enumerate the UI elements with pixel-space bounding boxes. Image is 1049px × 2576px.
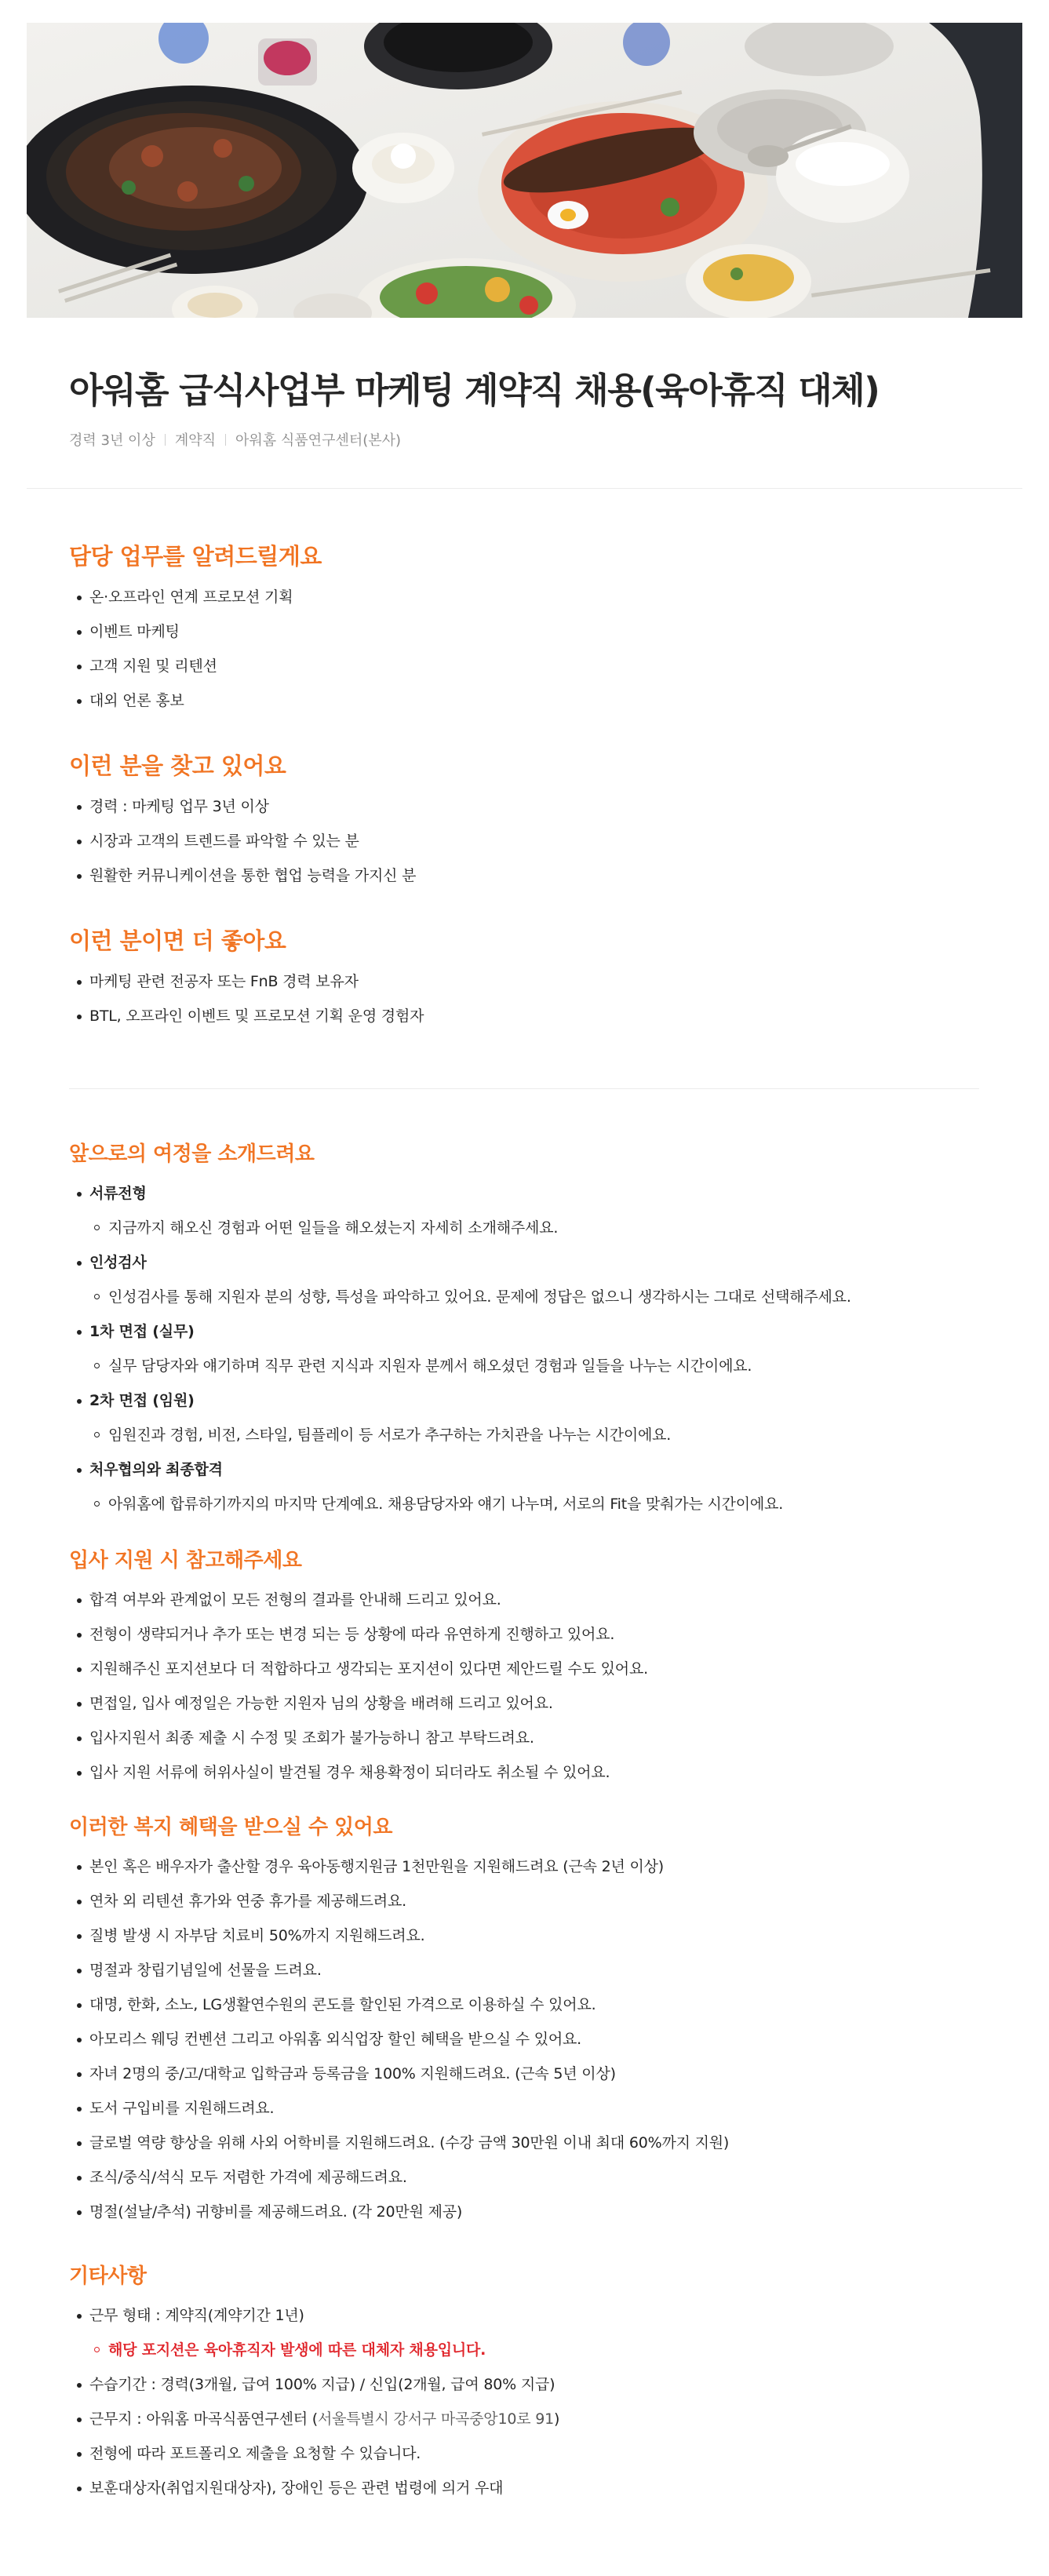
list-item: 입사지원서 최종 제출 시 수정 및 조회가 불가능하니 참고 부탁드려요. [69,1728,979,1748]
notes-title: 입사 지원 시 참고해주세요 [69,1549,302,1572]
duties-section [69,541,979,711]
meta-location: 아워홈 식품연구센터(본사) [235,432,402,449]
list-item: 조식/중식/석식 모두 저렴한 가격에 제공해드려요. [69,2167,979,2188]
process-stage [69,1252,979,1307]
list-item: 글로벌 역량 향상을 위해 사외 어학비를 지원해드려요. (수강 금액 30만원 이내 최대 60%까지 지원) [69,2133,979,2153]
list-item: 마케팅 관련 전공자 또는 FnB 경력 보유자 [69,971,979,992]
preferred-list [69,971,979,1026]
stage-desc: 임원진과 경험, 비전, 스타일, 팀플레이 등 서로가 추구하는 가치관을 나누는 시간이에요. [89,1425,979,1445]
stage-desc: 지금까지 해오신 경험과 어떤 일들을 해오셨는지 자세히 소개해주세요. [89,1218,979,1238]
employment-type: 근무 형태 : 계약직(계약기간 1년) [89,2307,304,2324]
etc-title: 기타사항 [69,2264,147,2288]
stage-name: 1차 면접 (실무) [89,1323,195,1340]
duties-title: 담당 업무를 알려드릴게요 [69,543,322,570]
stage-name: 2차 면접 (임원) [89,1392,195,1409]
list-item: 원활한 커뮤니케이션을 통한 협업 능력을 가지신 분 [69,865,979,886]
list-item: 전형에 따라 포트폴리오 제출을 요청할 수 있습니다. [69,2443,979,2464]
location-close: ) [554,2410,560,2428]
process-list [69,1183,979,1514]
stage-desc: 아워홈에 합류하기까지의 마지막 단계예요. 채용담당자와 얘기 나누며, 서로의 Fit을 맞춰가는 시간이에요. [89,1494,979,1514]
process-stage [69,1459,979,1514]
benefits-list [69,1856,979,2222]
meta-employment-type: 계약직 [174,432,217,449]
benefits-section [69,1814,979,2222]
list-item: 자녀 2명의 중/고/대학교 입학금과 등록금을 100% 지원해드려요. (근속 5년 이상) [69,2064,979,2084]
list-item: 시장과 고객의 트렌드를 파악할 수 있는 분 [69,831,979,851]
stage-desc: 실무 담당자와 얘기하며 직무 관련 지식과 지원자 분께서 해오셨던 경험과 일들을 나누는 시간이에요. [89,1356,979,1376]
employment-note: 해당 포지션은 육아휴직자 발생에 따른 대체자 채용입니다. [89,2340,979,2360]
list-item: BTL, 오프라인 이벤트 및 프로모션 기획 운영 경험자 [69,1006,979,1026]
job-meta [69,429,979,450]
list-item: 이벤트 마케팅 [69,621,979,642]
process-stage [69,1390,979,1445]
preferred-section [69,926,979,1026]
list-item: 합격 여부와 관계없이 모든 전형의 결과를 안내해 드리고 있어요. [69,1590,979,1610]
meta-divider [225,434,226,446]
list-item: 입사 지원 서류에 허위사실이 발견될 경우 채용확정이 되더라도 취소될 수 있어요. [69,1762,979,1783]
list-item: 보훈대상자(취업지원대상자), 장애인 등은 관련 법령에 의거 우대 [69,2478,979,2498]
stage-desc: 인성검사를 통해 지원자 분의 성향, 특성을 파악하고 있어요. 문제에 정답은 없으니 생각하시는 그대로 선택해주세요. [89,1287,979,1307]
process-title: 앞으로의 여정을 소개드려요 [69,1142,315,1166]
list-item: 경력 : 마케팅 업무 3년 이상 [69,796,979,817]
list-item: 지원해주신 포지션보다 더 적합하다고 생각되는 포지션이 있다면 제안드릴 수도 있어요. [69,1659,979,1679]
section-divider [69,1088,979,1089]
list-item: 면접일, 입사 예정일은 가능한 지원자 님의 상황을 배려해 드리고 있어요. [69,1693,979,1714]
list-item: 아모리스 웨딩 컨벤션 그리고 아워홈 외식업장 할인 혜택을 받으실 수 있어요. [69,2029,979,2050]
process-stage [69,1321,979,1376]
list-item: 대명, 한화, 소노, LG생활연수원의 콘도를 할인된 가격으로 이용하실 수 있어요. [69,1995,979,2015]
requirements-title: 이런 분을 찾고 있어요 [69,752,286,779]
list-item: 수습기간 : 경력(3개월, 급여 100% 지급) / 신입(2개월, 급여 80% 지급) [69,2374,979,2395]
list-item: 명절(설날/추석) 귀향비를 제공해드려요. (각 20만원 제공) [69,2202,979,2222]
notes-section [69,1547,979,1783]
requirements-list [69,796,979,886]
list-item: 질병 발생 시 자부담 치료비 50%까지 지원해드려요. [69,1926,979,1946]
etc-section [69,2263,979,2498]
requirements-section [69,751,979,886]
stage-name: 처우협의와 최종합격 [89,1461,223,1478]
list-item: 대외 언론 홍보 [69,690,979,711]
duties-list [69,587,979,711]
stage-name: 서류전형 [89,1185,147,1202]
benefits-title: 이러한 복지 혜택을 받으실 수 있어요 [69,1816,392,1839]
notes-list [69,1590,979,1783]
location-label: 근무지 : 아워홈 마곡식품연구센터 ( [89,2410,318,2428]
list-item [69,2409,979,2429]
job-header [69,367,979,450]
header-divider [27,488,1022,489]
process-section [69,1141,979,1514]
list-item: 명절과 창립기념일에 선물을 드려요. [69,1960,979,1980]
etc-list [69,2305,979,2498]
process-stage [69,1183,979,1238]
meta-career: 경력 3년 이상 [69,432,155,449]
hero-image [27,23,1022,318]
list-item: 고객 지원 및 리텐션 [69,656,979,676]
list-item: 온·오프라인 연계 프로모션 기획 [69,587,979,607]
list-item: 본인 혹은 배우자가 출산할 경우 육아동행지원금 1천만원을 지원해드려요 (근속 2년 이상) [69,1856,979,1877]
list-item: 연차 외 리텐션 휴가와 연중 휴가를 제공해드려요. [69,1891,979,1911]
preferred-title: 이런 분이면 더 좋아요 [69,927,286,954]
list-item: 전형이 생략되거나 추가 또는 변경 되는 등 상황에 따라 유연하게 진행하고 있어요. [69,1624,979,1645]
stage-name: 인성검사 [89,1254,147,1271]
food-table-illustration [27,23,1022,318]
location-address: 서울특별시 강서구 마곡중앙10로 91 [317,2410,555,2428]
list-item [69,2305,979,2360]
list-item: 도서 구입비를 지원해드려요. [69,2098,979,2119]
job-title: 아워홈 급식사업부 마케팅 계약직 채용(육아휴직 대체) [69,370,880,411]
meta-divider [165,434,166,446]
